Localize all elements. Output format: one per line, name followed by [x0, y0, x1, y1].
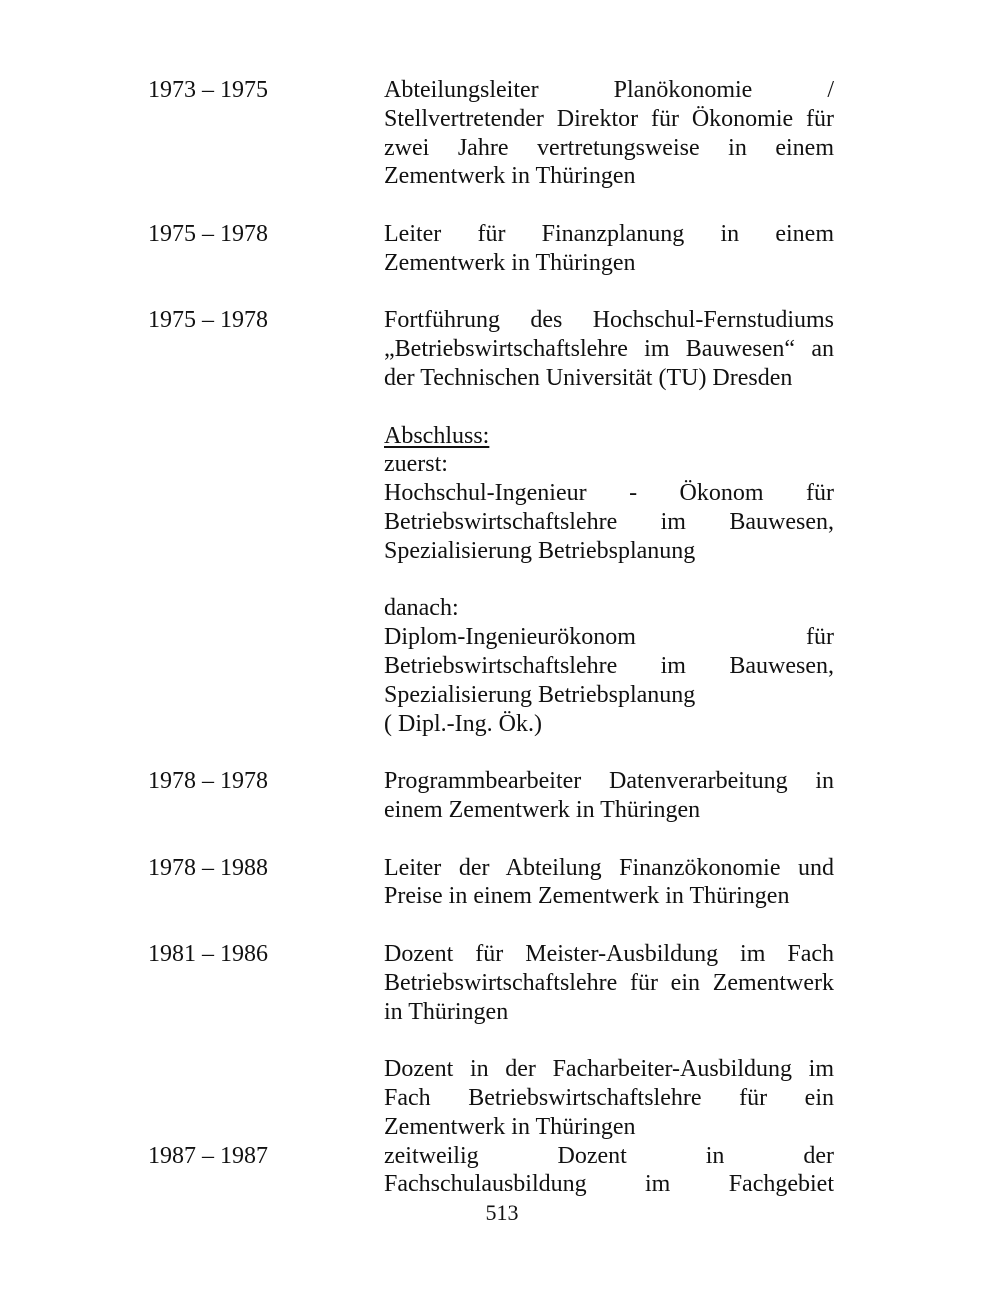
cv-line	[0, 911, 1004, 940]
cv-line	[0, 422, 1004, 451]
cv-line	[0, 623, 1004, 652]
description-text: Fortführung des Hochschul-Fernstudiums	[384, 307, 834, 334]
description-text: Betriebswirtschaftslehre im Bauwesen,	[384, 509, 834, 535]
cv-line	[0, 566, 1004, 595]
description-text: Leiter der Abteilung Finanzökonomie und	[384, 854, 834, 881]
description-text: Fach Betriebswirtschaftslehre für ein	[384, 1085, 834, 1111]
cv-line	[0, 940, 1004, 969]
section-heading: Abschluss:	[384, 422, 490, 449]
date-range: 1975 – 1978	[148, 221, 268, 247]
cv-line	[0, 364, 1004, 393]
date-range: 1981 – 1986	[148, 941, 268, 967]
cv-line	[0, 191, 1004, 220]
cv-line	[0, 105, 1004, 134]
cv-line	[0, 796, 1004, 825]
cv-line	[0, 882, 1004, 911]
cv-line	[0, 969, 1004, 998]
cv-line	[0, 479, 1004, 508]
cv-line	[0, 134, 1004, 163]
cv-line	[0, 1142, 1004, 1171]
cv-line	[0, 335, 1004, 364]
description-text: Zementwerk in Thüringen	[384, 163, 636, 190]
description-text: zeitweilig Dozent in der	[384, 1142, 834, 1169]
cv-line	[0, 998, 1004, 1027]
cv-line	[0, 1084, 1004, 1113]
cv-line	[0, 1170, 1004, 1199]
cv-line	[0, 450, 1004, 479]
cv-line	[0, 1113, 1004, 1142]
description-text: Dozent in der Facharbeiter-Ausbildung im	[384, 1056, 834, 1083]
description-text: „Betriebswirtschaftslehre im Bauwesen“ an	[384, 336, 834, 363]
description-text: in Thüringen	[384, 998, 509, 1025]
description-text: Zementwerk in Thüringen	[384, 1113, 636, 1140]
description-text: zwei Jahre vertretungsweise in einem	[384, 134, 834, 161]
cv-line	[0, 594, 1004, 623]
description-text: Spezialisierung Betriebsplanung	[384, 681, 696, 708]
description-text: Fachschulausbildung im Fachgebiet	[384, 1171, 834, 1198]
cv-line	[0, 162, 1004, 191]
page-number: 513	[485, 1200, 519, 1225]
cv-line	[0, 738, 1004, 767]
cv-line	[0, 278, 1004, 307]
cv-line	[0, 306, 1004, 335]
description-text: Betriebswirtschaftslehre für ein Zementwerk	[384, 969, 834, 996]
cv-line	[0, 681, 1004, 710]
description-text: Betriebswirtschaftslehre im Bauwesen,	[384, 653, 834, 679]
description-text: Diplom-Ingenieurökonom für	[384, 624, 834, 651]
cv-line	[0, 767, 1004, 796]
cv-line	[0, 1055, 1004, 1084]
description-text: Stellvertretender Direktor für Ökonomie für	[384, 105, 834, 132]
description-text: ( Dipl.-Ing. Ök.)	[384, 710, 542, 737]
date-range: 1987 – 1987	[148, 1142, 268, 1169]
cv-line	[0, 537, 1004, 566]
date-range: 1978 – 1978	[148, 768, 268, 795]
cv-line	[0, 220, 1004, 249]
date-range: 1973 – 1975	[148, 77, 268, 103]
description-text: der Technischen Universität (TU) Dresden	[384, 365, 793, 391]
description-text: zuerst:	[384, 451, 448, 478]
cv-line	[0, 652, 1004, 681]
cv-line	[0, 825, 1004, 854]
description-text: Preise in einem Zementwerk in Thüringen	[384, 883, 790, 910]
description-text: Leiter für Finanzplanung in einem	[384, 221, 834, 247]
description-text: Dozent für Meister-Ausbildung im Fach	[384, 941, 834, 967]
description-text: einem Zementwerk in Thüringen	[384, 797, 701, 823]
description-text: Zementwerk in Thüringen	[384, 249, 636, 276]
cv-line	[0, 393, 1004, 422]
description-text: danach:	[384, 595, 459, 622]
date-range: 1978 – 1988	[148, 854, 268, 881]
date-range: 1975 – 1978	[148, 307, 268, 334]
cv-line	[0, 1026, 1004, 1055]
description-text: Abteilungsleiter Planökonomie /	[384, 77, 834, 103]
description-text: Spezialisierung Betriebsplanung	[384, 537, 696, 564]
cv-line	[0, 76, 1004, 105]
description-text: Hochschul-Ingenieur - Ökonom für	[384, 480, 834, 507]
cv-line	[0, 249, 1004, 278]
description-text: Programmbearbeiter Datenverarbeitung in	[384, 768, 834, 795]
cv-line	[0, 710, 1004, 739]
cv-line	[0, 508, 1004, 537]
cv-line	[0, 854, 1004, 883]
